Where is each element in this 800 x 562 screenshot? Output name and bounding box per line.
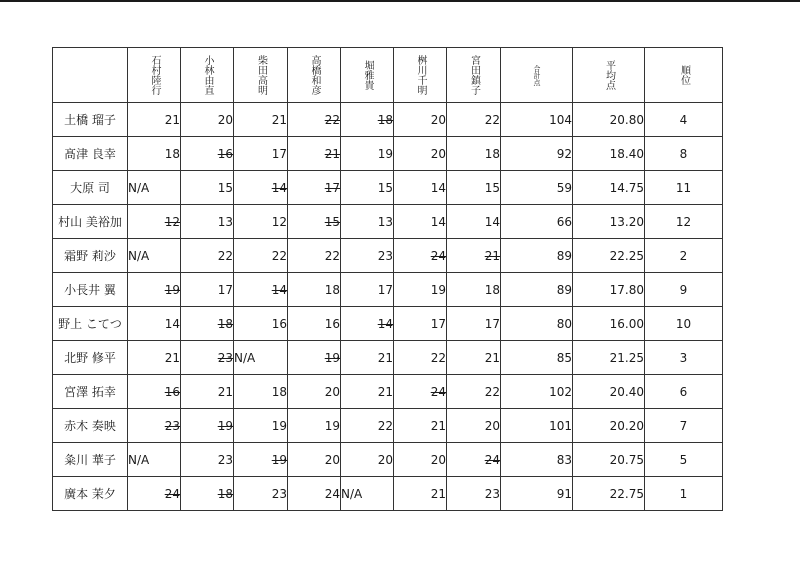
judge-score-cell (181, 103, 234, 137)
header-judge-5 (341, 48, 394, 103)
rank-value: 11 (645, 171, 723, 205)
judge-score: 20 (430, 112, 446, 127)
average-score: 22.25 (573, 239, 645, 273)
judge-score-cell (394, 307, 447, 341)
judge-score-cell (128, 375, 181, 409)
judge-score: 19 (271, 418, 287, 433)
rank-value: 2 (645, 239, 723, 273)
judge-score: 22 (377, 418, 393, 433)
judge-score: 17 (484, 316, 500, 331)
judge-score: 22 (324, 112, 340, 127)
judge-score-cell (341, 239, 394, 273)
judge-score-cell (394, 171, 447, 205)
judge-score-cell (394, 273, 447, 307)
judge-score-cell (341, 307, 394, 341)
judge-score: 14 (271, 282, 287, 297)
contestant-name: 赤木 奏映 (53, 409, 128, 443)
average-score: 18.40 (573, 137, 645, 171)
rank-value: 8 (645, 137, 723, 171)
judge-score-cell (288, 477, 341, 511)
judge-score-cell (288, 205, 341, 239)
table-row (53, 103, 723, 137)
judge-score-cell (447, 375, 501, 409)
score-table-body (53, 103, 723, 511)
judge-score-cell (394, 205, 447, 239)
judge-score-cell (181, 409, 234, 443)
judge-score: N/A (234, 350, 256, 365)
header-average (573, 48, 645, 103)
judge-score-cell (447, 307, 501, 341)
judge-score: 12 (271, 214, 287, 229)
average-score: 17.80 (573, 273, 645, 307)
header-judge-7-label: 宮田鎮子 (468, 55, 480, 95)
judge-score-cell (394, 443, 447, 477)
judge-score: 19 (217, 418, 233, 433)
judge-score-cell (341, 341, 394, 375)
average-score: 20.40 (573, 375, 645, 409)
header-judge-7 (447, 48, 501, 103)
judge-score: 21 (484, 350, 500, 365)
judge-score: 24 (164, 486, 180, 501)
contestant-name: 宮澤 拓幸 (53, 375, 128, 409)
header-judge-1 (128, 48, 181, 103)
judge-score: 14 (164, 316, 180, 331)
header-judge-3-label: 柴田高明 (255, 55, 267, 95)
judge-score: 21 (271, 112, 287, 127)
judge-score: 14 (430, 214, 446, 229)
average-score: 21.25 (573, 341, 645, 375)
contestant-name: 北野 修平 (53, 341, 128, 375)
judge-score-cell (181, 307, 234, 341)
judge-score-cell (181, 205, 234, 239)
judge-score: 23 (484, 486, 500, 501)
judge-score-cell (447, 205, 501, 239)
judge-score: 22 (217, 248, 233, 263)
contestant-name: 霜野 莉沙 (53, 239, 128, 273)
rank-value: 12 (645, 205, 723, 239)
judge-score-cell (181, 273, 234, 307)
judge-score-cell (234, 239, 288, 273)
header-judge-6-label: 桝川千明 (415, 55, 426, 95)
total-score: 91 (501, 477, 573, 511)
judge-score: 20 (324, 452, 340, 467)
judge-score-cell (341, 375, 394, 409)
judge-score: 21 (430, 418, 446, 433)
average-score: 20.75 (573, 443, 645, 477)
judge-score: 21 (430, 486, 446, 501)
judge-score: 20 (377, 452, 393, 467)
judge-score-cell (234, 443, 288, 477)
judge-score: 21 (164, 112, 180, 127)
header-total (501, 48, 573, 103)
judge-score-cell (288, 307, 341, 341)
judge-score-cell (128, 409, 181, 443)
table-row (53, 171, 723, 205)
header-judge-4 (288, 48, 341, 103)
table-row (53, 239, 723, 273)
judge-score-cell (447, 273, 501, 307)
judge-score-cell (234, 103, 288, 137)
contestant-name: 粂川 華子 (53, 443, 128, 477)
judge-score: 16 (164, 384, 180, 399)
judge-score-cell (181, 341, 234, 375)
contestant-name: 小長井 翼 (53, 273, 128, 307)
judge-score-cell (128, 205, 181, 239)
judge-score: 24 (430, 384, 446, 399)
judge-score: 24 (430, 248, 446, 263)
header-row (53, 48, 723, 103)
judge-score-cell (288, 171, 341, 205)
judge-score: 19 (164, 282, 180, 297)
judge-score-cell (341, 103, 394, 137)
contestant-name: 村山 美裕加 (53, 205, 128, 239)
judge-score: 12 (164, 214, 180, 229)
header-total-label: 合計点 (533, 64, 541, 86)
judge-score: 17 (377, 282, 393, 297)
judge-score-cell (341, 443, 394, 477)
total-score: 89 (501, 239, 573, 273)
judge-score-cell (181, 137, 234, 171)
judge-score: 24 (324, 486, 340, 501)
judge-score-cell (128, 137, 181, 171)
average-score: 16.00 (573, 307, 645, 341)
judge-score: 22 (430, 350, 446, 365)
contestant-name: 野上 こてつ (53, 307, 128, 341)
judge-score-cell (128, 273, 181, 307)
judge-score: 19 (271, 452, 287, 467)
judge-score: 24 (484, 452, 500, 467)
judge-score: 17 (271, 146, 287, 161)
judge-score: 14 (484, 214, 500, 229)
header-average-label: 平均点 (603, 60, 615, 90)
rank-value: 10 (645, 307, 723, 341)
judge-score-cell (234, 137, 288, 171)
header-judge-4-label: 高橋和彦 (309, 55, 320, 95)
judge-score: 19 (324, 350, 340, 365)
total-score: 92 (501, 137, 573, 171)
judge-score: 16 (324, 316, 340, 331)
judge-score-cell (341, 205, 394, 239)
judge-score-cell (181, 375, 234, 409)
rank-value: 3 (645, 341, 723, 375)
judge-score: 21 (164, 350, 180, 365)
judge-score: 21 (377, 384, 393, 399)
total-score: 89 (501, 273, 573, 307)
judge-score: 14 (430, 180, 446, 195)
judge-score-cell (288, 137, 341, 171)
judge-score: N/A (128, 180, 150, 195)
header-corner-cell (53, 48, 128, 103)
judge-score: 22 (324, 248, 340, 263)
judge-score-cell (128, 443, 181, 477)
judge-score-cell (288, 443, 341, 477)
judge-score-cell (341, 409, 394, 443)
judge-score-cell (234, 307, 288, 341)
total-score: 101 (501, 409, 573, 443)
total-score: 66 (501, 205, 573, 239)
table-row (53, 443, 723, 477)
judge-score-cell (128, 239, 181, 273)
judge-score-cell (181, 171, 234, 205)
rank-value: 7 (645, 409, 723, 443)
judge-score-cell (394, 477, 447, 511)
judge-score: 20 (324, 384, 340, 399)
judge-score: 18 (324, 282, 340, 297)
judge-score-cell (341, 137, 394, 171)
table-row (53, 273, 723, 307)
judge-score: 23 (217, 350, 233, 365)
judge-score-cell (447, 341, 501, 375)
judge-score-cell (128, 477, 181, 511)
total-score: 80 (501, 307, 573, 341)
judge-score-cell (234, 171, 288, 205)
judge-score-cell (394, 375, 447, 409)
judge-score: 17 (324, 180, 340, 195)
judge-score-cell (447, 409, 501, 443)
judge-score: 20 (217, 112, 233, 127)
header-judge-3 (234, 48, 288, 103)
judge-score: 20 (484, 418, 500, 433)
judge-score: 17 (430, 316, 446, 331)
judge-score-cell (447, 239, 501, 273)
judge-score: 23 (164, 418, 180, 433)
judge-score-cell (447, 443, 501, 477)
contestant-name: 髙津 良幸 (53, 137, 128, 171)
judge-score-cell (288, 375, 341, 409)
table-row (53, 477, 723, 511)
judge-score-cell (128, 307, 181, 341)
contestant-name: 大原 司 (53, 171, 128, 205)
judge-score: 18 (271, 384, 287, 399)
header-judge-1-label: 石村陸行 (149, 55, 160, 95)
judge-score-cell (181, 477, 234, 511)
judge-score-cell (394, 239, 447, 273)
judge-score-cell (288, 239, 341, 273)
judge-score: 22 (271, 248, 287, 263)
judge-score-cell (341, 171, 394, 205)
judge-score: 21 (377, 350, 393, 365)
judge-score-cell (234, 341, 288, 375)
average-score: 22.75 (573, 477, 645, 511)
table-row (53, 307, 723, 341)
judge-score-cell (394, 409, 447, 443)
judge-score: 14 (377, 316, 393, 331)
judge-score-cell (288, 103, 341, 137)
judge-score: 21 (217, 384, 233, 399)
judge-score-cell (288, 409, 341, 443)
judge-score-cell (128, 103, 181, 137)
rank-value: 9 (645, 273, 723, 307)
judge-score: 15 (217, 180, 233, 195)
judge-score-cell (394, 137, 447, 171)
judge-score-cell (447, 103, 501, 137)
judge-score: 19 (377, 146, 393, 161)
judge-score: 14 (271, 180, 287, 195)
judge-score: 20 (430, 146, 446, 161)
judge-score-cell (128, 171, 181, 205)
judge-score: 19 (430, 282, 446, 297)
judge-score: 16 (217, 146, 233, 161)
header-judge-2 (181, 48, 234, 103)
judge-score: 18 (217, 486, 233, 501)
contestant-name: 廣本 茉夕 (53, 477, 128, 511)
judge-score-cell (288, 273, 341, 307)
page-top-border (0, 0, 800, 2)
judge-score-cell (394, 341, 447, 375)
table-row (53, 341, 723, 375)
judge-score-cell (288, 341, 341, 375)
judge-score: 23 (217, 452, 233, 467)
rank-value: 1 (645, 477, 723, 511)
total-score: 59 (501, 171, 573, 205)
average-score: 14.75 (573, 171, 645, 205)
total-score: 83 (501, 443, 573, 477)
judge-score: 18 (484, 146, 500, 161)
judge-score-cell (447, 171, 501, 205)
judge-score: 21 (324, 146, 340, 161)
judge-score-cell (394, 103, 447, 137)
judge-score-cell (234, 409, 288, 443)
judge-score-cell (234, 375, 288, 409)
table-row (53, 409, 723, 443)
average-score: 20.20 (573, 409, 645, 443)
judge-score: 17 (217, 282, 233, 297)
judge-score-cell (234, 477, 288, 511)
judge-score: 22 (484, 112, 500, 127)
judge-score: 23 (377, 248, 393, 263)
judge-score: N/A (128, 248, 150, 263)
score-table (52, 47, 723, 511)
judge-score-cell (341, 477, 394, 511)
judge-score: 13 (377, 214, 393, 229)
judge-score: 18 (164, 146, 180, 161)
judge-score-cell (447, 477, 501, 511)
total-score: 85 (501, 341, 573, 375)
average-score: 20.80 (573, 103, 645, 137)
judge-score: 22 (484, 384, 500, 399)
rank-value: 6 (645, 375, 723, 409)
rank-value: 4 (645, 103, 723, 137)
judge-score: 13 (217, 214, 233, 229)
judge-score-cell (341, 273, 394, 307)
judge-score: 20 (430, 452, 446, 467)
judge-score: 16 (271, 316, 287, 331)
judge-score: 21 (484, 248, 500, 263)
judge-score: 18 (217, 316, 233, 331)
judge-score: N/A (128, 452, 150, 467)
header-rank-label: 順位 (678, 65, 690, 85)
judge-score-cell (447, 137, 501, 171)
judge-score-cell (181, 239, 234, 273)
contestant-name: 土橋 瑠子 (53, 103, 128, 137)
judge-score: 15 (324, 214, 340, 229)
table-row (53, 205, 723, 239)
judge-score: 15 (484, 180, 500, 195)
judge-score: 18 (484, 282, 500, 297)
judge-score: 15 (377, 180, 393, 195)
judge-score: 23 (271, 486, 287, 501)
judge-score: N/A (341, 486, 363, 501)
judge-score: 19 (324, 418, 340, 433)
header-rank (645, 48, 723, 103)
header-judge-5-label: 堀雅貴 (362, 60, 373, 90)
header-judge-2-label: 小林由直 (202, 55, 213, 95)
total-score: 104 (501, 103, 573, 137)
judge-score-cell (128, 341, 181, 375)
judge-score-cell (234, 205, 288, 239)
judge-score-cell (181, 443, 234, 477)
total-score: 102 (501, 375, 573, 409)
header-judge-6 (394, 48, 447, 103)
judge-score: 18 (377, 112, 393, 127)
rank-value: 5 (645, 443, 723, 477)
judge-score-cell (234, 273, 288, 307)
table-row (53, 375, 723, 409)
average-score: 13.20 (573, 205, 645, 239)
table-row (53, 137, 723, 171)
